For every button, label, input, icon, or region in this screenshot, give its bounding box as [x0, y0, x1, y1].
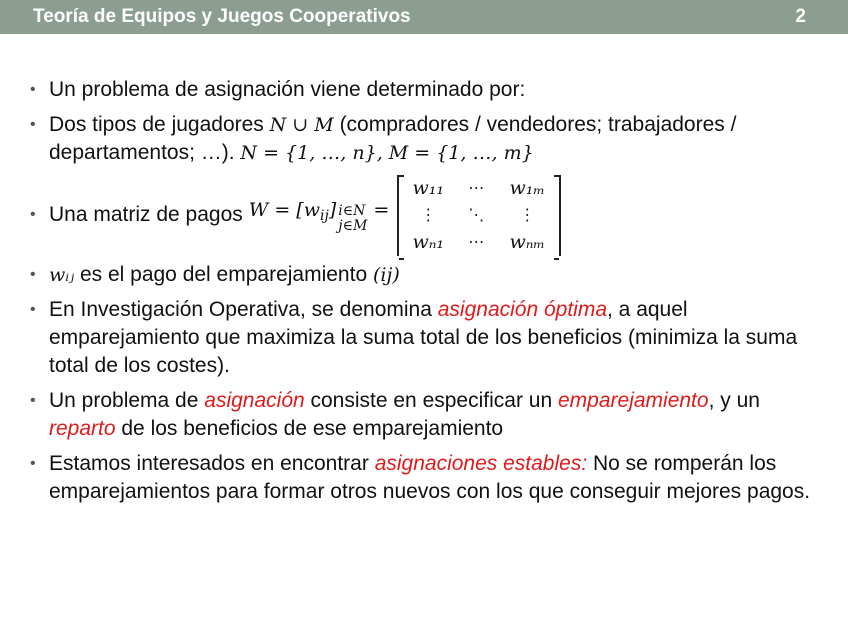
bullet-text: No se romperán los emparejamientos para formar otros nuevos con los que conseguir mejores pagos. — [49, 452, 811, 503]
highlight-term: emparejamiento — [557, 389, 709, 412]
matrix-cell: ⋮ — [519, 205, 536, 224]
bullet-4 — [30, 261, 830, 289]
math-players: N ∪ M — [269, 114, 334, 136]
bullet-text: de los beneficios de ese emparejamiento — [115, 417, 504, 440]
bullet-text: Un problema de — [49, 389, 205, 412]
slide-title: Teoría de Equipos y Juegos Cooperativos — [33, 6, 411, 27]
bullet-1 — [30, 76, 830, 104]
highlight-term: reparto — [49, 417, 116, 440]
bullet-text: Un problema de asignación viene determinado por: — [49, 78, 526, 101]
matrix-cell: ⋮ — [420, 205, 437, 224]
bullet-icon: • — [30, 116, 36, 133]
matrix-cell: w₁ₘ — [509, 177, 546, 199]
math-wij: wᵢⱼ — [49, 264, 75, 286]
bullet-icon: • — [30, 392, 36, 409]
bullet-5 — [30, 296, 830, 380]
math-sets: N = {1, …, n}, M = {1, …, m} — [240, 142, 534, 164]
bullet-icon: • — [30, 455, 36, 472]
bullet-text: es el pago del emparejamiento — [74, 263, 373, 286]
bullet-text: consiste en especificar un — [304, 389, 558, 412]
bullet-text: Dos tipos de jugadores — [49, 113, 270, 136]
bullet-icon: • — [30, 266, 36, 283]
bullet-icon: • — [30, 301, 36, 318]
bullet-icon: • — [30, 206, 36, 223]
highlight-term: asignación — [204, 389, 305, 412]
highlight-term: asignación óptima — [437, 298, 608, 321]
matrix-cell: wₙₘ — [509, 231, 546, 253]
bullet-7 — [30, 450, 830, 506]
math-ij: (ij) — [372, 264, 400, 286]
matrix-cell: ⋯ — [468, 232, 485, 251]
matrix-cell: ⋯ — [468, 178, 485, 197]
bullet-text: Estamos interesados en encontrar — [49, 452, 375, 475]
payoff-matrix — [397, 175, 561, 256]
bullet-text: , a aquel emparejamiento que maximiza la suma total de los beneficios (minimiza la suma total de los costes). — [49, 298, 798, 377]
page-number: 2 — [795, 6, 806, 27]
slide-content — [30, 76, 830, 513]
matrix-cell: wₙ₁ — [412, 231, 445, 253]
math-matrix-def: $W = [w_{ij}]$ i∈N j∈M = — [248, 199, 390, 234]
bullet-icon: • — [30, 81, 36, 98]
bullet-text: En Investigación Operativa, se denomina — [49, 298, 438, 321]
bullet-text: (compradores / vendedores; trabajadores / departamentos; …). — [49, 113, 737, 164]
bullet-text: Una matriz de pagos — [49, 203, 243, 226]
highlight-term: asignaciones estables: — [374, 452, 588, 475]
slide-header — [0, 0, 848, 34]
matrix-cell: w₁₁ — [412, 177, 445, 199]
bullet-text: , y un — [708, 389, 760, 412]
bullet-3 — [30, 174, 830, 256]
matrix-cell: ⋱ — [468, 205, 485, 224]
bullet-2 — [30, 111, 830, 167]
bullet-6 — [30, 387, 830, 443]
